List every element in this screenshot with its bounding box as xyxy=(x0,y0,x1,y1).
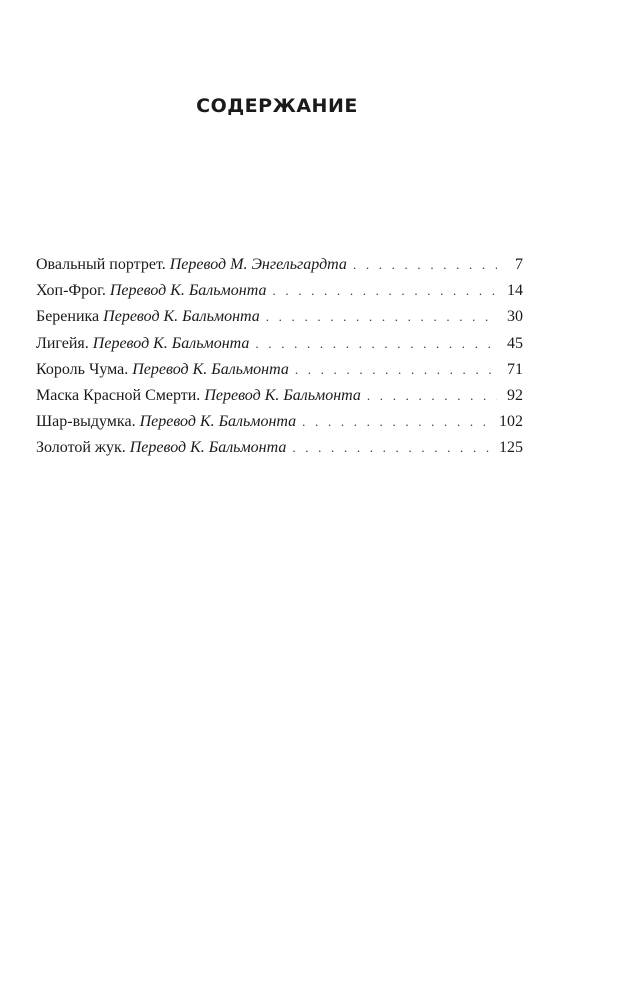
toc-entry-translator: Перевод К. Бальмонта xyxy=(109,282,267,300)
toc-entry-title: Овальный портрет. xyxy=(36,256,166,273)
dot-leader xyxy=(255,336,497,352)
dot-leader xyxy=(272,283,497,299)
page-title: СОДЕРЖАНИЕ xyxy=(196,95,358,117)
toc-entry-translator: Перевод К. Бальмонта xyxy=(129,439,287,457)
dot-leader xyxy=(292,440,491,456)
toc-entry-page: 71 xyxy=(507,360,523,378)
toc-entry-translator: Перевод К. Бальмонта xyxy=(204,386,361,404)
toc-entry-page: 102 xyxy=(499,413,523,431)
toc-entry-title: Маска Красной Смерти. xyxy=(36,386,201,404)
dot-leader xyxy=(295,362,497,378)
toc-entry-title: Золотой жук. xyxy=(36,439,126,457)
toc-entry-translator: Перевод К. Бальмонта xyxy=(92,334,250,352)
toc-entry[interactable] xyxy=(36,361,523,387)
toc-entry[interactable] xyxy=(36,387,523,413)
dot-leader xyxy=(302,414,491,430)
toc-entry[interactable] xyxy=(36,308,523,334)
toc-entry-title: Король Чума. xyxy=(36,360,129,378)
toc-entry-translator: Перевод К. Бальмонта xyxy=(139,413,297,431)
dot-leader xyxy=(353,257,497,273)
toc-entry[interactable] xyxy=(36,413,523,439)
toc-entry[interactable] xyxy=(36,335,523,361)
toc-entry-title: Лигейя. xyxy=(36,334,89,352)
toc-entry-title: Хоп-Фрог. xyxy=(36,282,106,300)
toc-entry-page: 7 xyxy=(515,256,523,273)
toc-entry-title: Береника xyxy=(36,308,100,326)
dot-leader xyxy=(266,309,497,325)
toc-entry-page: 30 xyxy=(507,308,523,326)
toc-entry[interactable] xyxy=(36,256,523,282)
toc-entry-page: 92 xyxy=(507,386,523,404)
toc-entry-title: Шар-выдумка. xyxy=(36,413,136,431)
toc-entry-page: 45 xyxy=(507,334,523,352)
toc-entry[interactable] xyxy=(36,282,523,308)
toc-entry-translator: Перевод К. Бальмонта xyxy=(103,308,260,326)
toc-entry[interactable] xyxy=(36,439,523,465)
dot-leader xyxy=(367,388,497,404)
toc-entry-page: 125 xyxy=(499,439,523,457)
toc-entry-translator: Перевод К. Бальмонта xyxy=(132,360,289,378)
toc-entry-translator: Перевод М. Энгельгардта xyxy=(169,256,347,273)
toc-entry-page: 14 xyxy=(507,282,523,300)
table-of-contents xyxy=(36,256,523,466)
